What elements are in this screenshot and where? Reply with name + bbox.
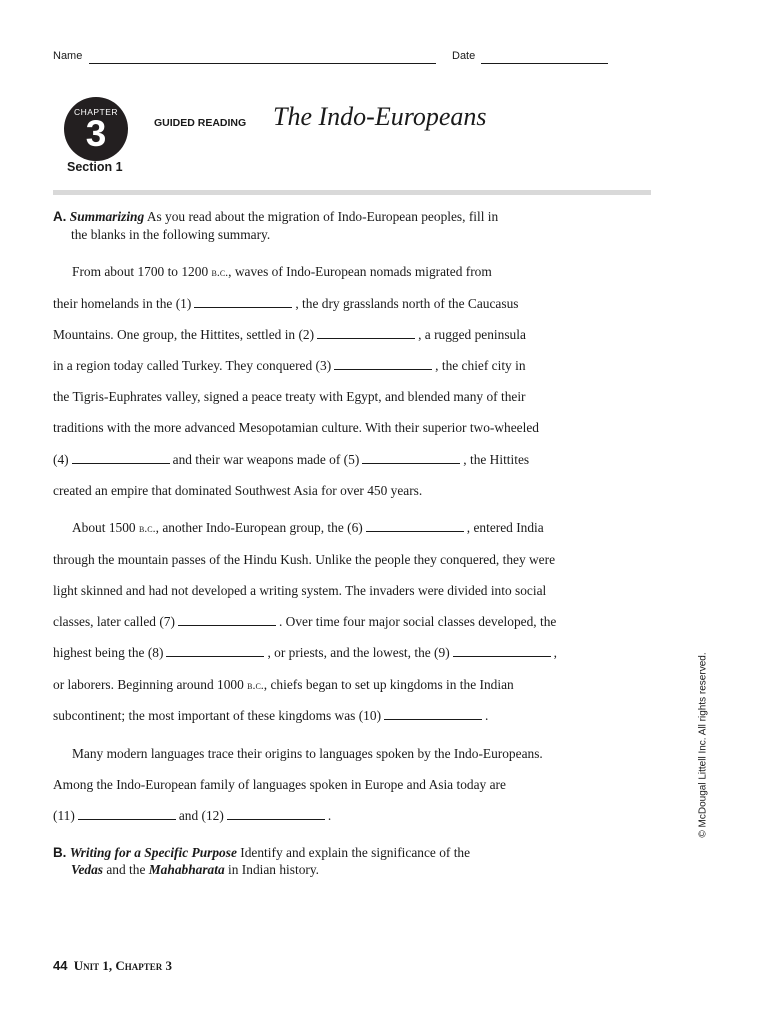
summary-line-10: through the mountain passes of the Hindu Kush. Unlike the people they conquered, they were <box>53 552 556 567</box>
chapter-badge <box>64 97 128 161</box>
name-label: Name <box>53 50 83 62</box>
blank-5[interactable] <box>362 462 460 464</box>
summary-line-11: light skinned and had not developed a writing system. The invaders were divided into social <box>53 583 547 598</box>
summary-line-17: Among the Indo-European family of languages spoken in Europe and Asia today are <box>53 777 506 792</box>
title-rule <box>53 190 651 195</box>
blank-12[interactable] <box>227 818 325 820</box>
unit-chapter: Unit 1, Chapter 3 <box>73 958 173 973</box>
summary-line-2: their homelands in the (1) , the dry grasslands north of the Caucasus <box>53 296 519 311</box>
blank-7[interactable] <box>178 624 276 626</box>
part-b-instr-2: Vedas and the Mahabharata in Indian history. <box>71 862 320 877</box>
summary-line-16: Many modern languages trace their origins to languages spoken by the Indo-Europeans. <box>72 746 543 761</box>
date-field[interactable] <box>481 63 608 64</box>
summary-line-15: subcontinent; the most important of these kingdoms was (10) . <box>53 708 489 723</box>
part-a-letter: A. <box>53 209 67 224</box>
part-a-instr-1: As you read about the migration of Indo-European peoples, fill in <box>146 209 499 224</box>
blank-8[interactable] <box>166 655 264 657</box>
blank-10[interactable] <box>384 718 482 720</box>
part-a-instructions <box>53 208 498 225</box>
part-a-heading: Summarizing <box>69 209 145 224</box>
summary-line-18: (11) and (12) . <box>53 808 332 823</box>
blank-3[interactable] <box>334 368 432 370</box>
page-number: 44 <box>53 958 68 973</box>
summary-line-1: From about 1700 to 1200 b.c., waves of Indo-European nomads migrated from <box>72 264 492 279</box>
summary-line-5: the Tigris-Euphrates valley, signed a peace treaty with Egypt, and blended many of their <box>53 389 526 404</box>
summary-line-3: Mountains. One group, the Hittites, settled in (2) , a rugged peninsula <box>53 327 526 342</box>
blank-9[interactable] <box>453 655 551 657</box>
part-b-instructions <box>53 844 470 861</box>
part-b-heading: Writing for a Specific Purpose <box>69 845 237 860</box>
summary-line-7: (4) and their war weapons made of (5) , the Hittites <box>53 452 530 467</box>
summary-line-9: About 1500 b.c., another Indo-European group, the (6) , entered India <box>72 520 544 535</box>
part-a-instr-2: the blanks in the following summary. <box>71 227 271 242</box>
blank-1[interactable] <box>194 306 292 308</box>
blank-11[interactable] <box>78 818 176 820</box>
summary-line-12: classes, later called (7) . Over time four major social classes developed, the <box>53 614 557 629</box>
blank-4[interactable] <box>72 462 170 464</box>
section-label: Section 1 <box>67 160 123 174</box>
page-footer <box>53 958 172 974</box>
date-label: Date <box>452 50 476 62</box>
name-field[interactable] <box>89 63 436 64</box>
blank-6[interactable] <box>366 530 464 532</box>
page-title: The Indo-Europeans <box>273 102 487 131</box>
part-b-instr-1: Identify and explain the significance of the <box>240 845 471 860</box>
part-b-letter: B. <box>53 845 67 860</box>
summary-line-4: in a region today called Turkey. They conquered (3) , the chief city in <box>53 358 526 373</box>
chapter-label: CHAPTER <box>73 107 119 117</box>
summary-line-14: or laborers. Beginning around 1000 b.c., chiefs began to set up kingdoms in the Indian <box>53 677 514 692</box>
chapter-number: 3 <box>85 113 107 154</box>
blank-2[interactable] <box>317 337 415 339</box>
summary-line-8: created an empire that dominated Southwest Asia for over 450 years. <box>53 483 423 498</box>
summary-line-6: traditions with the more advanced Mesopotamian culture. With their superior two-wheeled <box>53 420 539 435</box>
summary-line-13: highest being the (8) , or priests, and the lowest, the (9) , <box>53 645 558 660</box>
guided-reading-label: GUIDED READING <box>154 117 247 129</box>
